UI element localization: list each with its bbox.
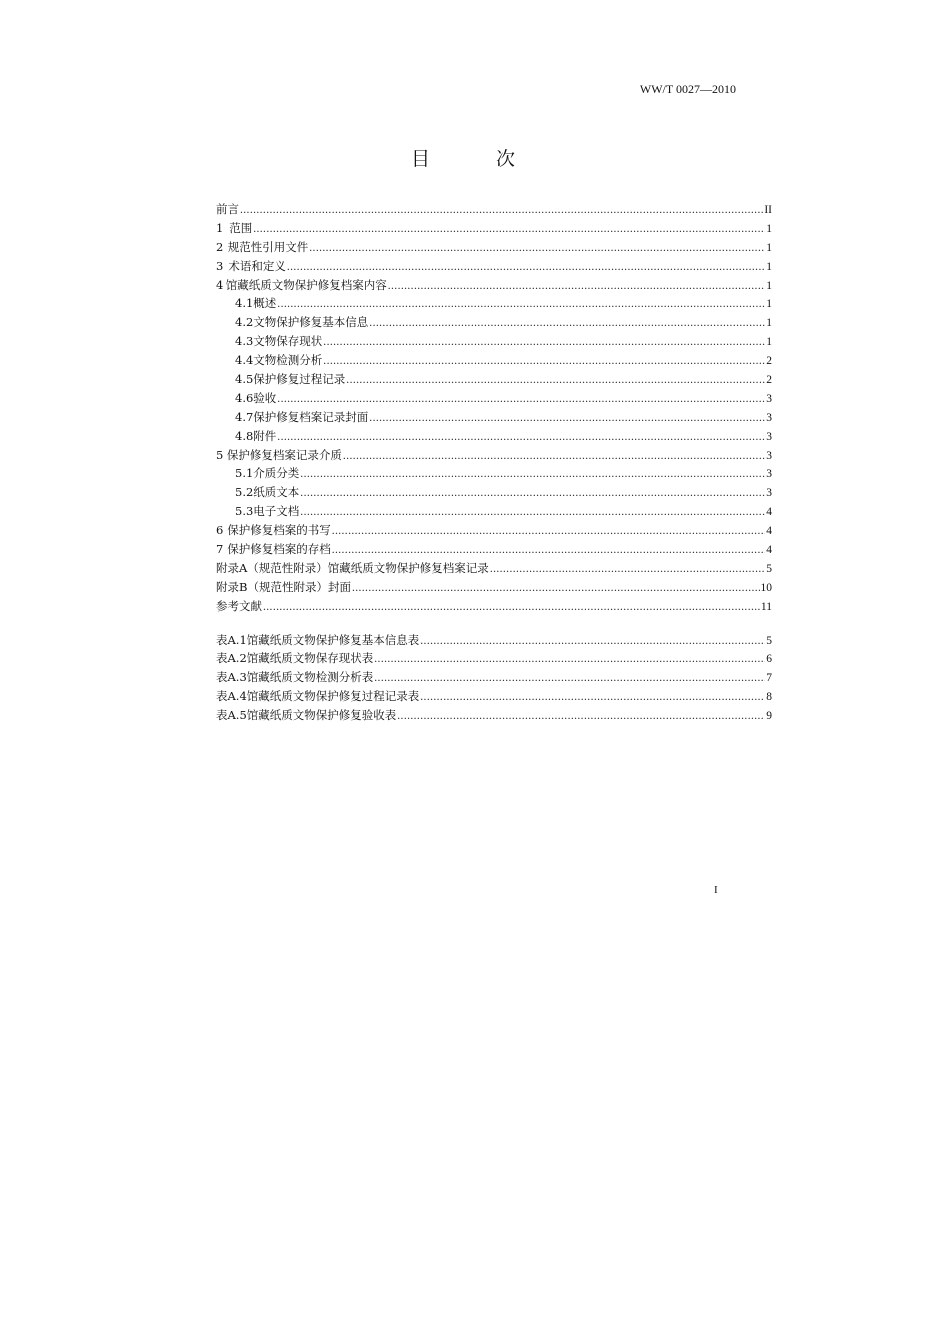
toc-entry[interactable] <box>216 687 772 706</box>
toc-entry-page: 4 <box>766 506 772 519</box>
toc-entry-number: 1 <box>216 220 224 235</box>
toc-entry-page: 2 <box>766 374 772 387</box>
toc-entry-label: 保护修复档案记录介质 <box>226 447 342 462</box>
toc-entry-label: 概述 <box>253 296 277 311</box>
toc-entry-page: 1 <box>766 260 772 273</box>
toc-entry-number: 2 <box>216 239 224 254</box>
toc-entry-label: 馆藏纸质文物保护修复档案内容 <box>225 277 387 292</box>
toc-entry-label: 馆藏纸质文物检测分析表 <box>246 670 374 685</box>
toc-entry[interactable] <box>216 370 772 389</box>
toc-entry-number: 3 <box>216 258 224 273</box>
toc-entry-label: 附件 <box>253 428 277 443</box>
toc-entry[interactable] <box>216 464 772 483</box>
toc-entry-page: 5 <box>766 562 772 575</box>
toc-leader-dots <box>369 314 765 333</box>
toc-entry-label: 馆藏纸质文物保护修复验收表 <box>246 708 397 723</box>
toc-entry-label: 前言 <box>216 202 239 216</box>
toc-entry[interactable] <box>216 706 772 725</box>
toc-entry[interactable] <box>216 578 772 597</box>
toc-entry-number: 6 <box>216 523 224 538</box>
toc-entry[interactable] <box>216 408 772 427</box>
toc-entry-page: 4 <box>766 525 772 538</box>
toc-leader-dots <box>332 522 765 541</box>
toc-entry[interactable] <box>216 294 772 313</box>
toc-entry-page: 1 <box>766 279 772 292</box>
toc-entry[interactable] <box>216 276 772 295</box>
toc-leader-dots <box>388 277 765 296</box>
toc-leader-dots <box>346 371 765 390</box>
toc-entry-label: 保护修复档案的书写 <box>227 523 331 538</box>
toc-entry-page: 3 <box>766 392 772 405</box>
toc-leader-dots <box>420 632 765 651</box>
toc-entry-label: 参考文献 <box>216 598 262 613</box>
toc-leader-dots <box>374 650 765 669</box>
toc-entry-number: 4.2 <box>235 315 254 330</box>
toc-leader-dots <box>277 428 765 447</box>
toc-entry-number: 4.1 <box>235 296 254 311</box>
toc-entry-label: 馆藏纸质文物保护修复过程记录表 <box>246 689 420 704</box>
toc-leader-dots <box>343 447 765 466</box>
toc-leader-dots <box>332 541 765 560</box>
toc-entry-label: 文物检测分析 <box>253 353 323 368</box>
toc-leader-dots <box>352 579 760 598</box>
toc-entry-page: 1 <box>766 241 772 254</box>
toc-entry[interactable] <box>216 559 772 578</box>
toc-list <box>216 200 772 616</box>
toc-entry[interactable] <box>216 332 772 351</box>
toc-entry-label: 介质分类 <box>253 466 300 481</box>
toc-entry-page: 3 <box>766 430 772 443</box>
toc-entry-number: 4.6 <box>235 390 254 405</box>
toc-entry-number: 4.7 <box>235 409 254 424</box>
table-of-contents <box>216 200 772 725</box>
toc-entry[interactable] <box>216 540 772 559</box>
toc-entry-number: 5.3 <box>235 504 254 519</box>
toc-entry-page: 3 <box>766 411 772 424</box>
toc-entry-number: 表A.4 <box>216 689 247 704</box>
toc-entry-label: 范围 <box>229 220 253 235</box>
toc-entry-page: 10 <box>760 581 772 594</box>
toc-entry[interactable] <box>216 483 772 502</box>
toc-entry-number: 表A.2 <box>216 651 247 666</box>
toc-entry-page: 5 <box>766 634 772 647</box>
toc-entry-number: 4.4 <box>235 353 254 368</box>
toc-entry-number: 表A.3 <box>216 670 247 685</box>
toc-entry-label: 文物保存现状 <box>253 334 323 349</box>
toc-leader-dots <box>240 201 763 220</box>
toc-entry-label: 附录B（规范性附录）封面 <box>216 579 351 594</box>
toc-entry[interactable] <box>216 521 772 540</box>
toc-leader-dots <box>374 669 765 688</box>
toc-title: 目 次 <box>410 148 546 170</box>
toc-entry-page: 1 <box>766 317 772 330</box>
toc-entry[interactable] <box>216 238 772 257</box>
toc-entry-page: 1 <box>766 222 772 235</box>
toc-entry[interactable] <box>216 649 772 668</box>
standard-code: WW/T 0027—2010 <box>639 82 736 96</box>
toc-entry-page: 11 <box>760 600 772 613</box>
toc-leader-dots <box>300 503 765 522</box>
toc-entry-page: 3 <box>766 468 772 481</box>
toc-entry[interactable] <box>216 631 772 650</box>
toc-entry-label: 术语和定义 <box>228 258 286 273</box>
toc-entry[interactable] <box>216 446 772 465</box>
toc-entry[interactable] <box>216 313 772 332</box>
toc-entry[interactable] <box>216 427 772 446</box>
toc-entry-page: 6 <box>766 653 772 666</box>
toc-entry-label: 保护修复档案记录封面 <box>253 409 369 424</box>
toc-entry-page: 1 <box>766 336 772 349</box>
toc-entry[interactable] <box>216 257 772 276</box>
toc-leader-dots <box>300 465 765 484</box>
toc-leader-dots <box>323 333 765 352</box>
toc-entry-number: 5 <box>216 447 224 462</box>
toc-entry-number: 5.1 <box>235 466 254 481</box>
toc-entry-label: 馆藏纸质文物保存现状表 <box>246 651 374 666</box>
toc-leader-dots <box>323 352 765 371</box>
toc-entry-label: 馆藏纸质文物保护修复基本信息表 <box>246 632 420 647</box>
toc-leader-dots <box>420 688 765 707</box>
toc-entry-page: 4 <box>766 544 772 557</box>
toc-entry-page: II <box>764 204 772 216</box>
toc-leader-dots <box>263 598 760 617</box>
toc-entry-number: 表A.1 <box>216 632 247 647</box>
toc-entry-label: 纸质文本 <box>253 485 300 500</box>
toc-entry[interactable] <box>216 351 772 370</box>
toc-entry-page: 7 <box>766 672 772 685</box>
toc-spacer <box>216 616 772 631</box>
toc-entry-number: 5.2 <box>235 485 254 500</box>
toc-entry-number: 7 <box>216 542 224 557</box>
toc-leader-dots <box>397 707 765 726</box>
toc-entry-page: 3 <box>766 449 772 462</box>
toc-leader-dots <box>300 484 765 503</box>
toc-leader-dots <box>277 390 765 409</box>
toc-entry-number: 4 <box>216 277 224 292</box>
toc-leader-dots <box>253 220 765 239</box>
toc-entry-page: 1 <box>766 298 772 311</box>
toc-entry-page: 2 <box>766 355 772 368</box>
toc-entry-label: 保护修复档案的存档 <box>227 542 331 557</box>
toc-entry-number: 4.5 <box>235 372 254 387</box>
toc-entry-page: 9 <box>766 710 772 723</box>
table-list <box>216 631 772 725</box>
toc-entry[interactable] <box>216 668 772 687</box>
toc-entry-number: 表A.5 <box>216 708 247 723</box>
toc-entry[interactable] <box>216 389 772 408</box>
toc-entry-label: 电子文档 <box>253 504 300 519</box>
toc-entry-label: 文物保护修复基本信息 <box>253 315 369 330</box>
page-number: I <box>714 884 718 896</box>
toc-entry[interactable] <box>216 219 772 238</box>
toc-entry-label: 附录A（规范性附录）馆藏纸质文物保护修复档案记录 <box>216 560 489 575</box>
toc-entry[interactable] <box>216 200 772 219</box>
toc-leader-dots <box>309 239 765 258</box>
toc-leader-dots <box>369 409 765 428</box>
toc-leader-dots <box>490 560 765 579</box>
toc-entry-label: 验收 <box>253 390 277 405</box>
toc-entry[interactable] <box>216 597 772 616</box>
toc-entry-number: 4.8 <box>235 428 254 443</box>
toc-entry-page: 8 <box>766 691 772 704</box>
toc-entry-label: 保护修复过程记录 <box>253 372 346 387</box>
toc-leader-dots <box>277 295 765 314</box>
toc-entry-page: 3 <box>766 487 772 500</box>
toc-leader-dots <box>287 258 765 277</box>
toc-entry-label: 规范性引用文件 <box>227 239 309 254</box>
toc-entry-number: 4.3 <box>235 334 254 349</box>
toc-entry[interactable] <box>216 502 772 521</box>
